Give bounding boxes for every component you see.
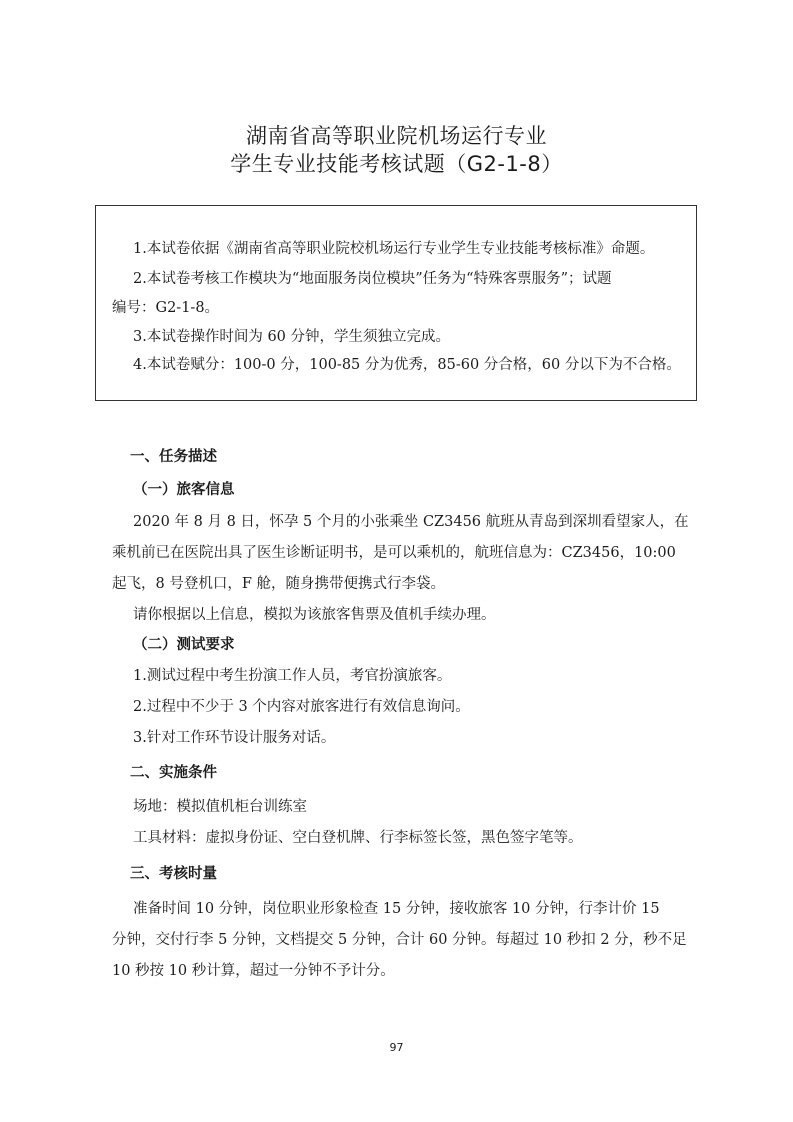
- notice-item-2: 2.本试卷考核工作模块为“地面服务岗位模块”任务为“特殊客票服务”；试题: [133, 271, 612, 287]
- section3-heading: 三、考核时量: [130, 866, 217, 882]
- section3-line1: 准备时间 10 分钟，岗位职业形象检查 15 分钟，接收旅客 10 分钟，行李计价 15: [133, 901, 660, 917]
- page-title-line2: 学生专业技能考核试题（G2-1-8）: [230, 152, 563, 176]
- section1-sub1-line2: 乘机前已在医院出具了医生诊断证明书，是可以乘机的，航班信息为：CZ3456，10:00: [112, 545, 676, 561]
- section2-line1: 场地：模拟值机柜台训练室: [133, 799, 307, 815]
- section3-line2: 分钟，交付行李 5 分钟，文档提交 5 分钟，合计 60 分钟。每超过 10 秒扣 2 分，秒不足: [112, 932, 687, 948]
- page-number: 97: [389, 1041, 404, 1054]
- notice-item-1: 1.本试卷依据《湖南省高等职业院校机场运行专业学生专业技能考核标准》命题。: [133, 241, 655, 257]
- section2-heading: 二、实施条件: [130, 765, 217, 781]
- notice-item-3: 3.本试卷操作时间为 60 分钟，学生须独立完成。: [133, 329, 451, 345]
- section1-sub1-line3: 起飞，8 号登机口，F 舱，随身携带便携式行李袋。: [112, 576, 446, 592]
- section1-sub2-heading: （二）测试要求: [133, 637, 235, 653]
- section1-sub2-line3: 3.针对工作环节设计服务对话。: [133, 730, 336, 746]
- section1-heading: 一、任务描述: [130, 449, 217, 465]
- section1-sub2-line1: 1.测试过程中考生扮演工作人员，考官扮演旅客。: [133, 668, 452, 684]
- section1-sub2-line2: 2.过程中不少于 3 个内容对旅客进行有效信息询问。: [133, 699, 470, 715]
- notice-item-4: 4.本试卷赋分：100-0 分，100-85 分为优秀，85-60 分合格，60 分以下为不合格。: [133, 357, 681, 373]
- page-title-line1: 湖南省高等职业院机场运行专业: [246, 124, 547, 148]
- section2-line2: 工具材料：虚拟身份证、空白登机牌、行李标签长签，黑色签字笔等。: [133, 830, 583, 846]
- section1-sub1-line4: 请你根据以上信息，模拟为该旅客售票及值机手续办理。: [133, 607, 496, 623]
- section1-sub1-heading: （一）旅客信息: [133, 482, 235, 498]
- section3-line3: 10 秒按 10 秒计算，超过一分钟不予计分。: [112, 963, 395, 979]
- section1-sub1-line1: 2020 年 8 月 8 日，怀孕 5 个月的小张乘坐 CZ3456 航班从青岛到深圳看望家人，在: [133, 514, 689, 530]
- notice-item-2-cont: 编号：G2-1-8。: [112, 300, 220, 316]
